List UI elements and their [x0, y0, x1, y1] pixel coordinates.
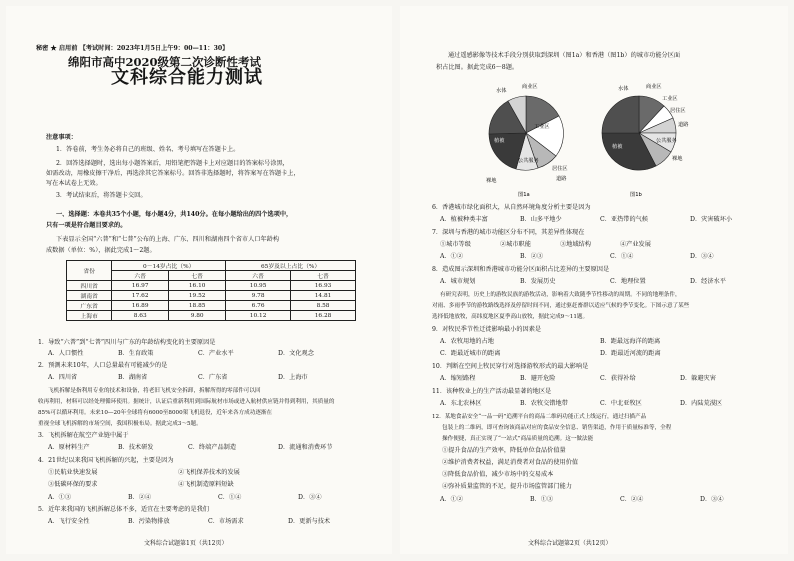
q8-opt: B．发展历史: [520, 278, 556, 285]
q3: 3．飞机拆解在航空产业链中属于: [38, 432, 129, 439]
table-cell: 6.76: [226, 301, 291, 311]
pie-1a-label: 水体: [496, 88, 507, 94]
table-sub: 七普: [291, 271, 356, 281]
q7-opt: A．①②: [440, 253, 464, 260]
fig-1a-caption: 图1a: [518, 192, 530, 198]
q4-item: ④飞机制造原料短缺: [178, 481, 234, 488]
q6: 6．香港城市绿化面积大，从自然环境角度分析主要是因为: [432, 204, 591, 211]
table-cell: 10.95: [226, 281, 291, 291]
table-group2: 65岁及以上占比（%）: [226, 261, 356, 271]
q2-opt: D．上海市: [278, 374, 308, 381]
q10-opt: C．获得补给: [600, 375, 636, 382]
q8: 8．造成图示深圳和香港城市功能分区面积占比差异的主要原因是: [432, 266, 610, 273]
q12-item: ②维护消费者权益，满足消费者对食品的使用价值: [442, 459, 579, 466]
notice-1: 1．答卷前，考生务必将自己的班级、姓名、考号填写在答题卡上。: [56, 146, 240, 153]
q5-opt: D．更新与技术: [288, 518, 331, 525]
pie-1a-label: 公共服务: [518, 158, 539, 164]
q12-b: 包装上的二维码，即可查询该商品对应的食品安全信息、销售渠道，作用于质量标准等，全程: [442, 425, 672, 431]
q5: 5．近年来我国的飞机拆解总体不多，适宜在主要考虑的是我们: [38, 506, 209, 513]
table-intro-b: 成数据（单位：%），据此完成1～2题。: [46, 247, 156, 254]
table-sub: 六普: [112, 271, 169, 281]
q7-item: ①城市等级: [440, 241, 471, 248]
header-line: 秘密 ★ 启用前 【考试时间：2023年1月5日上午9：00—11：30】: [36, 45, 229, 52]
passage: 飞机拆解是指利用专业的技术和设备，将老旧飞机安全拆卸，拆解所得的零部件可以回: [48, 388, 261, 394]
notice-2: 2．回答选择题时，选出每小题答案后，用铅笔把答题卡上对应题目的答案标号涂黑，: [56, 160, 289, 167]
q10-opt: B．避开危险: [520, 375, 556, 382]
table-cell: 14.81: [291, 291, 356, 301]
table-cell: 9.78: [226, 291, 291, 301]
notice-3: 3．考试结束后，将答题卡交回。: [56, 192, 147, 199]
section-1b: 只有一项是符合题目要求的。: [46, 222, 127, 229]
passage: 有研究表明，历史上的游牧民族的游牧活动，影响着大致随季节性移动的周期。不同的地理条件，: [440, 292, 681, 298]
q12-c: 操作便捷，真正实现了“一站式”商品质量的追溯。这一做法能: [442, 436, 594, 442]
q2-opt: C．广东省: [198, 374, 228, 381]
pie-1b-label: 裸地: [672, 156, 683, 162]
table-sub: 七普: [169, 271, 226, 281]
table-cell: 9.80: [169, 311, 226, 321]
page-footer: 文科综合试题第1页（共12页）: [144, 540, 228, 547]
q8-opt: D．经济水平: [690, 278, 726, 285]
q8-opt: C．地理位置: [610, 278, 646, 285]
q11-opt: B．农牧交错地带: [520, 400, 568, 407]
left-page: [6, 6, 392, 554]
q6-opt: D．灾害破坏小: [690, 216, 733, 223]
table-row: [67, 311, 356, 321]
table-cell: 16.28: [291, 311, 356, 321]
table-cell: 10.12: [226, 311, 291, 321]
q12-opt: B．①③: [530, 496, 554, 503]
q5-opt: A．飞行安全性: [48, 518, 90, 525]
q12-item: ①提升食品的生产效率，降低单位食品价值量: [442, 447, 566, 454]
notice-title: 注意事项：: [46, 134, 77, 141]
passage: 85%可以循环利用。未来10—20年全球将有6000至8000架飞机退役，近年来各方成功逐渐在: [38, 410, 273, 416]
q2-opt: B．湖南省: [118, 374, 148, 381]
pie-1b-label: 植被: [612, 144, 623, 150]
q7-item: ②城市职能: [500, 241, 531, 248]
q5-opt: B．污染物排放: [128, 518, 170, 525]
passage: 对雨、多雨季节的游牧路线选择及停留时间不同，通过驱赶畜群以适应气候的季节变化。下图示意了某些: [432, 303, 690, 309]
table-intro: 下表显示全国“六普”和“七普”公布的上海、广东、四川和湖南四个省市人口年龄构: [56, 236, 280, 243]
passage: 重视全球飞机拆解的市场空间，我国积极布局。据此完成3～5题。: [38, 421, 202, 427]
table-row: [67, 291, 356, 301]
pie-1a-label: 道路: [556, 176, 567, 182]
q1-opt: A．人口惯性: [48, 350, 84, 357]
q7-item: ③地域结构: [560, 241, 591, 248]
pie-1a-label: 商业区: [522, 84, 538, 90]
pie-1b-label: 居住区: [670, 108, 686, 114]
table-group1: 0－14岁占比（%）: [112, 261, 226, 271]
table-cell: 16.93: [291, 281, 356, 291]
q4-opt: B．②④: [128, 494, 152, 501]
q1: 1．导致“六普”到“七普”四川与广东的年龄结构变化的主要原因是: [38, 339, 216, 346]
fig-intro: 通过遥感影像等技术手段分别获取到深圳（图1a）和香港（图1b）的城市功能分区面: [448, 52, 681, 59]
school-title: 绵阳市高中2020级第二次诊断性考试: [68, 55, 262, 69]
q3-opt: D．流通和消费环节: [278, 444, 333, 451]
page-footer: 文科综合试题第2页（共12页）: [528, 540, 612, 547]
q12-opt: D．③④: [700, 496, 724, 503]
q6-opt: B．山多平地少: [520, 216, 562, 223]
right-page: [400, 6, 788, 554]
passage: 选择低地放牧，高纬度地区夏季高山放牧，据此完成9～11题。: [432, 314, 589, 320]
q1-opt: C．产业水平: [198, 350, 234, 357]
q7-opt: D．③④: [690, 253, 714, 260]
q4-opt: D．③④: [298, 494, 322, 501]
table-cell: 18.85: [169, 301, 226, 311]
age-table: [66, 260, 356, 321]
pie-1b-label: 道路: [678, 122, 689, 128]
table-row: [67, 281, 356, 291]
pie-1a-label: 植被: [494, 138, 505, 144]
q4-opt: C．①④: [218, 494, 242, 501]
table-cell: 17.62: [112, 291, 169, 301]
q1-opt: B．生育政策: [118, 350, 154, 357]
q7-opt: C．①④: [610, 253, 634, 260]
q10: 10．判断在空间上牧民穿行对选择游牧形式的最大影响是: [432, 363, 589, 370]
q4-opt: A．①③: [48, 494, 72, 501]
q9-opt: B．距最远海洋的距离: [600, 338, 661, 345]
q12-opt: C．②④: [620, 496, 644, 503]
table-cell: 四川省: [67, 281, 112, 291]
table-cell: 19.52: [169, 291, 226, 301]
q7: 7．深圳与香港的城市功能区分布不同，其差异性体现在: [432, 229, 585, 236]
q4-item: ①民航业快速发展: [48, 469, 98, 476]
q12-opt: A．①②: [440, 496, 464, 503]
section-1: 一、选择题：本卷共35个小题，每小题4分，共140分。在每小题给出的四个选项中，: [56, 211, 293, 218]
q10-opt: D．躲避灾害: [680, 375, 716, 382]
q4-item: ③低碳环保的要求: [48, 481, 98, 488]
q1-opt: D．文化观念: [278, 350, 314, 357]
table-cell: 8.63: [112, 311, 169, 321]
q10-opt: A．缩短路程: [440, 375, 476, 382]
q9: 9．对牧民季节性迁徙影响最小的因素是: [432, 326, 542, 333]
pie-1a-label: 裸地: [486, 178, 497, 184]
table-corner: 省份: [67, 261, 112, 281]
table-cell: 8.58: [291, 301, 356, 311]
q4-item: ②飞机保养技术的发展: [178, 469, 240, 476]
table-cell: 16.97: [112, 281, 169, 291]
pie-1a-label: 工业区: [534, 124, 550, 130]
q3-opt: C．终端产品制造: [188, 444, 237, 451]
notice-2b: 如需改动，用橡皮擦干净后，再选涂其它答案标号。回答非选择题时，将答案写在答题卡上，: [46, 170, 300, 177]
q11-opt: D．内陆荒漠区: [680, 400, 723, 407]
table-cell: 上海市: [67, 311, 112, 321]
pie-1a-label: 居住区: [552, 166, 568, 172]
q2: 2．预测未来10年，人口总量最有可能减少的是: [38, 362, 168, 369]
q7-item: ④产业发展: [620, 241, 651, 248]
fig-1b-caption: 图1b: [630, 192, 642, 198]
q7-opt: B．②③: [520, 253, 544, 260]
q5-opt: C．市场需求: [208, 518, 244, 525]
q3-opt: A．原材料生产: [48, 444, 90, 451]
q6-opt: A．植被种类丰富: [440, 216, 488, 223]
q9-opt: C．距最近城市的距离: [440, 350, 501, 357]
notice-2c: 写在本试卷上无效。: [46, 180, 102, 187]
passage: 收再利用，材料可以经处理循环使用。据统计，认证后重新利用到国际航材市场或进入航材供应链并得到利用，其质量的: [38, 399, 335, 405]
pie-1b-label: 工业区: [662, 96, 678, 102]
q4: 4．21世纪以来我国飞机拆解的兴起，主要是因为: [38, 457, 174, 464]
land-use-figure: [456, 78, 716, 202]
fig-intro-b: 积占比图。据此完成6～8题。: [436, 64, 519, 71]
q6-opt: C．亚热带的气候: [600, 216, 649, 223]
q3-opt: B．技术研发: [118, 444, 154, 451]
q9-opt: D．距最近河流的距离: [600, 350, 661, 357]
table-row: [67, 301, 356, 311]
q11: 11．该种牧业上的生产活动最显著的地区是: [432, 388, 552, 395]
exam-title: 文科综合能力测试: [111, 67, 263, 88]
table-cell: 16.10: [169, 281, 226, 291]
table-cell: 16.89: [112, 301, 169, 311]
pie-1b-label: 公共服务: [656, 138, 677, 144]
q12-item: ④弥补质量监管的不足，提升市场监管部门能力: [442, 483, 572, 490]
q11-opt: A．东北农林区: [440, 400, 482, 407]
q12-item: ③降低食品价值，减少市场中的交易成本: [442, 471, 554, 478]
q9-opt: A．农牧用地的占地: [440, 338, 494, 345]
pie-1b-label: 商业区: [646, 84, 662, 90]
q8-opt: A．城市规划: [440, 278, 476, 285]
table-sub: 六普: [226, 271, 291, 281]
q11-opt: C．中北亚牧区: [600, 400, 642, 407]
q2-opt: A．四川省: [48, 374, 78, 381]
table-cell: 湖南省: [67, 291, 112, 301]
pie-1b: [602, 96, 676, 170]
pie-1b-label: 水体: [618, 86, 629, 92]
table-cell: 广东省: [67, 301, 112, 311]
q12: 12．某地食品安全“一品一码”追溯平台的商品二维码功能正式上线运行，通过扫描产品: [432, 414, 647, 420]
